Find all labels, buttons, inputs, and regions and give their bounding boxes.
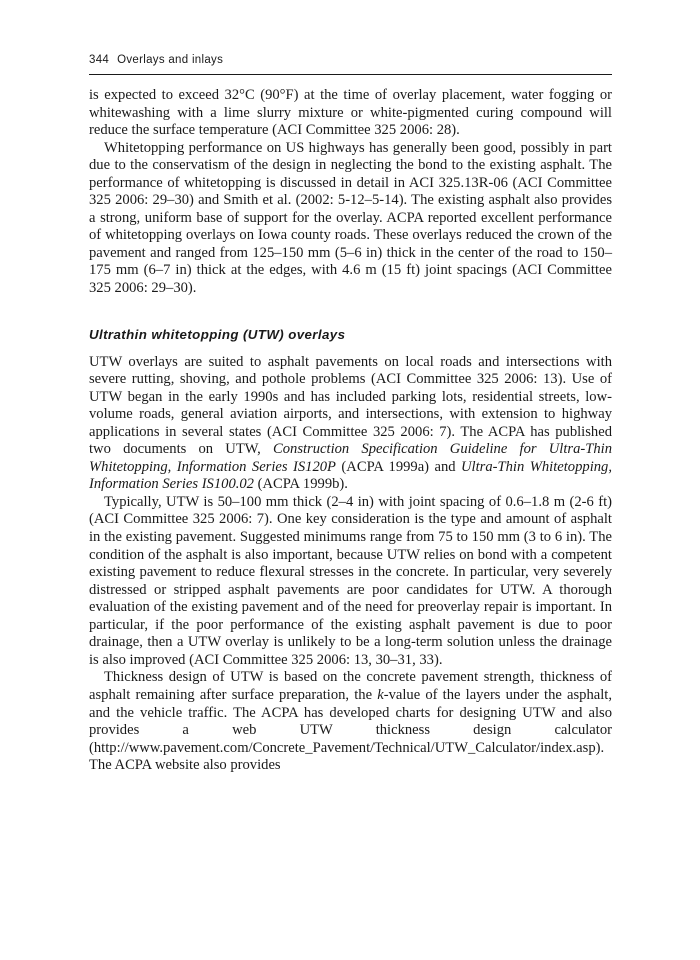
utw-intro-text-2: (ACPA 1999a) and [335, 458, 462, 475]
page-number: 344 [89, 54, 110, 66]
k-value-symbol: k [377, 686, 384, 703]
utw-intro-text-3: (ACPA 1999b). [253, 476, 348, 493]
utw-design-text: Thickness design of UTW is based on the concrete pavement strength, thickness of asphalt remaining after surface preparation, the [89, 669, 612, 703]
book-page [89, 52, 612, 775]
paragraph-utw-thickness: Typically, UTW is 50–100 mm thick (2–4 in) with joint spacing of 0.6–1.8 m (2-6 ft) (ACI Committee 325 2006: 7). One key consideration is the type and amount of asphalt in the existing pavement. Suggested minimums range from 75 to 150 mm (3 to 6 in). The condition of the asphalt is also important, because UTW relies on bond with a competent existing pavement to reduce flexural stresses in the concrete. In particular, very severely distressed or stripped asphalt pavements are poor candidates for UTW. A thorough evaluation of the existing pavement and of the need for preoverlay repair is important. In particular, if the poor performance of the existing asphalt pavement is due to poor drainage, then a UTW overlay is unlikely to be a long-term solution unless the drainage is also improved (ACI Committee 325 2006: 13, 30–31, 33). [89, 493, 612, 668]
document-title-1: Construction Specification Guideline for Ultra-Thin Whitetopping, Information Series IS120P [89, 441, 612, 475]
paragraph-continued: is expected to exceed 32°C (90°F) at the time of overlay placement, water fogging or whitewashing with a lime slurry mixture or white-pigmented curing compound will reduce the surface temperature (ACI Committee 325 2006: 28). [89, 87, 612, 139]
utw-intro-text: UTW overlays are suited to asphalt pavements on local roads and intersections with severe rutting, shoving, and pothole problems (ACI Committee 325 2006: 13). Use of UTW began in the early 1990s and has included parking lots, residential streets, low-volume roads, general aviation airports, and intersections, with extension to highway applications in several states (ACI Committee 325 2006: 7). The ACPA has published two documents on UTW, [89, 353, 612, 458]
paragraph-whitetopping-performance: Whitetopping performance on US highways has generally been good, possibly in part due to the conservatism of the design in neglecting the bond to the existing asphalt. The performance of whitetopping is discussed in detail in ACI 325.13R-06 (ACI Committee 325 2006: 29–30) and Smith et al. (2002: 5-12–5-14). The existing asphalt also provides a strong, uniform base of support for the overlay. ACPA reported excellent performance of whitetopping overlays on Iowa county roads. These overlays reduced the crown of the pavement and ranged from 125–150 mm (5–6 in) thick in the center of the road to 150–175 mm (6–7 in) thick at the edges, with 4.6 m (15 ft) joint spacings (ACI Committee 325 2006: 29–30). [89, 139, 612, 297]
utw-design-text-2: -value of the layers under the asphalt, and the vehicle traffic. The ACPA has developed charts for designing UTW and also provides a web UTW thickness design calculator (http://www.pavement.com/Concrete_Pavement/Technical/UTW_Calculator/index.asp). The ACPA website also provides [89, 686, 612, 774]
paragraph-utw-design [89, 669, 612, 774]
body-text [89, 87, 612, 775]
running-title: Overlays and inlays [117, 54, 224, 66]
paragraph-utw-intro [89, 354, 612, 494]
running-head [89, 52, 612, 75]
section-heading: Ultrathin whitetopping (UTW) overlays [89, 326, 346, 342]
document-title-2: Ultra-Thin Whitetopping, Information Series IS100.02 [89, 458, 612, 493]
